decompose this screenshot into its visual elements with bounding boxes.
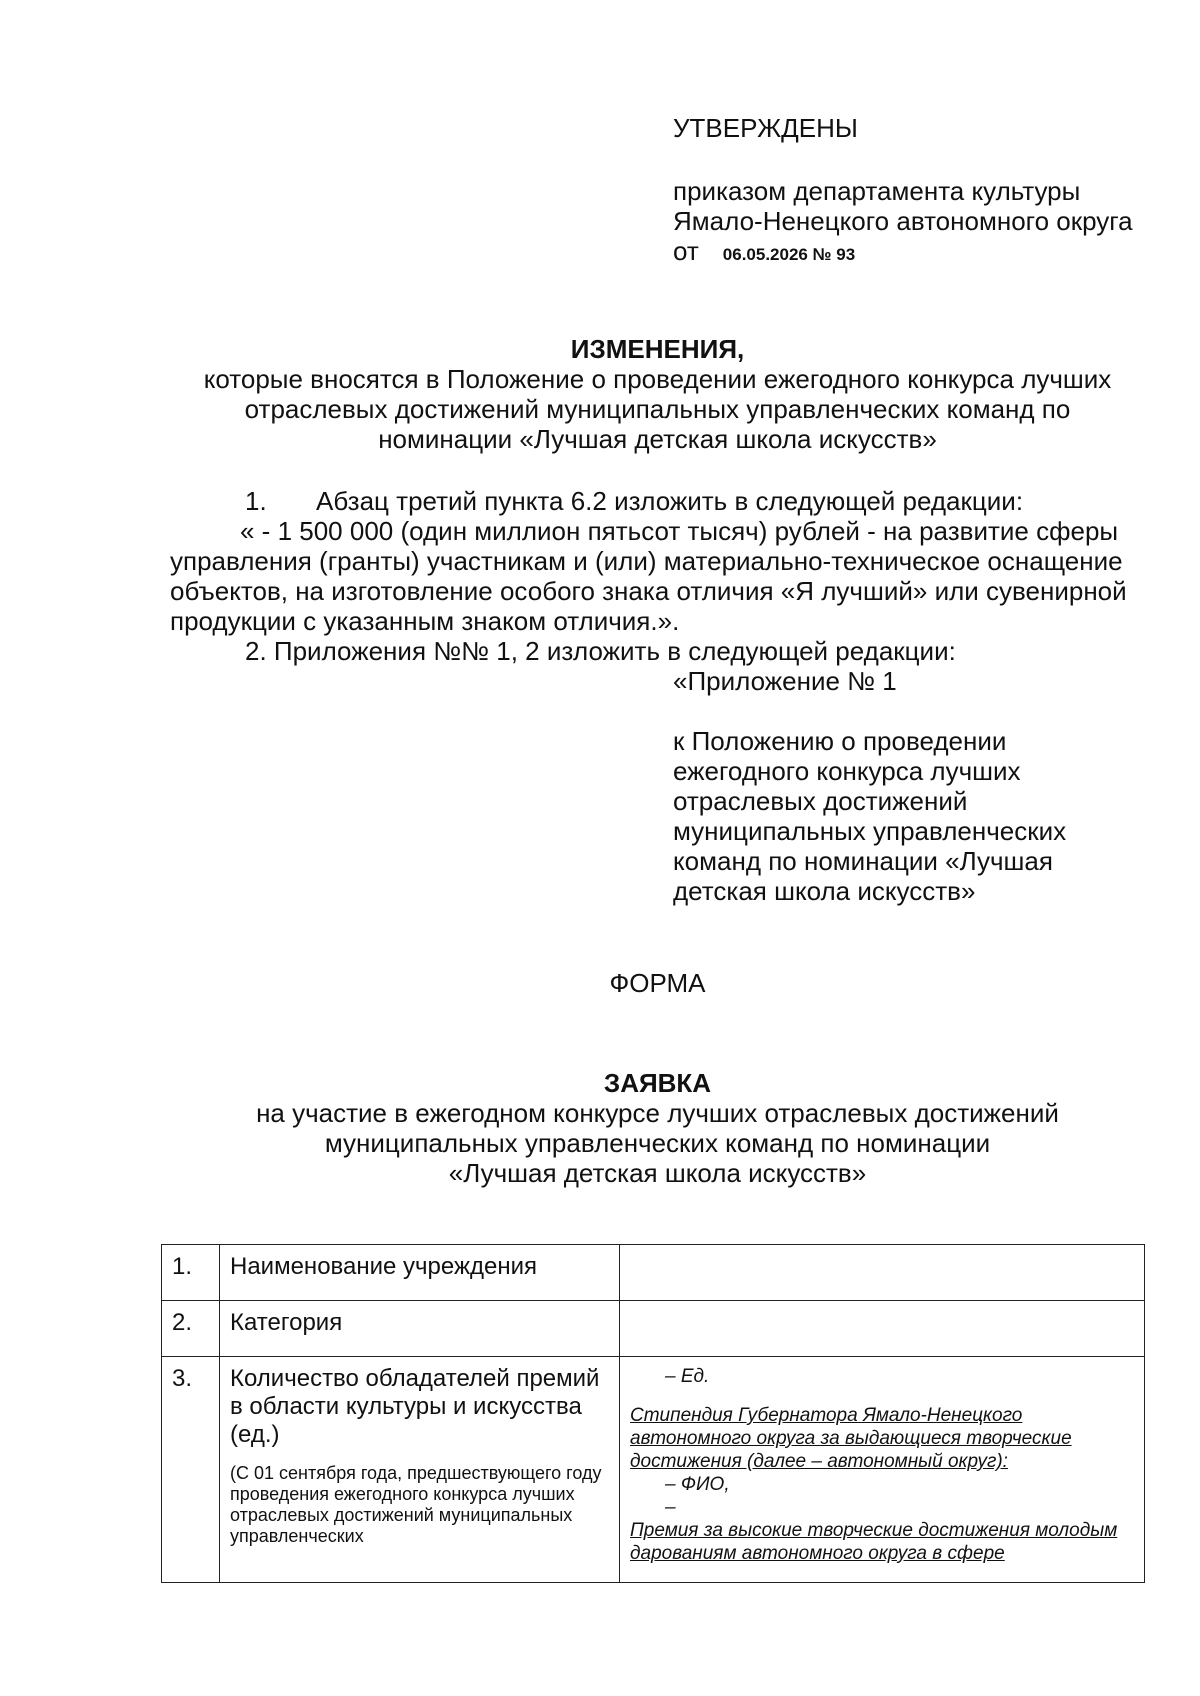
prize-title: Премия за высокие творческие достижения молодым дарованиям автономного округа в сфере [630,1520,1118,1564]
table-row [162,1245,1145,1301]
approval-from-label: от [673,236,699,266]
item-2-text: 2. Приложения №№ 1, 2 изложить в следующей редакции: [245,636,956,666]
appendix-block [673,666,1153,906]
changes-subtitle-line: которые вносятся в Положение о проведении ежегодного конкурса лучших [203,364,1112,394]
table-row [162,1357,1145,1583]
row-value-cell[interactable] [620,1245,1145,1301]
item-1 [170,486,1145,516]
changes-heading: ИЗМЕНЕНИЯ, [570,334,745,364]
quote-line: объектов, на изготовление особого знака отличия «Я лучший» или сувенирной [170,576,1127,606]
dash-placeholder: – [665,1497,676,1518]
application-subtitle [170,1098,1145,1188]
row-label: Наименование учреждения [220,1245,620,1301]
item-1-quote [170,516,1145,636]
changes-subtitle [170,364,1145,454]
application-heading: ЗАЯВКА [603,1068,712,1098]
quote-line: « - 1 500 000 (один миллион пятьсот тысяч) рублей - на развитие сферы [240,516,1119,546]
quote-line: управления (гранты) участникам и (или) материально-техническое оснащение [170,546,1123,576]
row-number: 3. [162,1357,220,1583]
appendix-title: «Приложение № 1 [673,666,897,696]
row-value-cell[interactable] [620,1301,1145,1357]
form-label: ФОРМА [609,968,706,998]
appendix-line: к Положению о проведении [673,726,1007,756]
approval-line-1: приказом департамента культуры [673,176,1081,206]
application-subtitle-line: «Лучшая детская школа искусств» [448,1158,867,1188]
row-label: Количество обладателей премий в области культуры и искусства (ед.) [230,1365,600,1448]
appendix-line: детская школа искусств» [673,876,976,906]
changes-subtitle-line: номинации «Лучшая детская школа искусств» [378,424,937,454]
row-number: 2. [162,1301,220,1357]
item-1-number: 1. [245,486,267,516]
stipend-title: Стипендия Губернатора Ямало-Ненецкого автономного округа за выдающиеся творческие достижения (далее – автономный округ): [630,1405,1072,1472]
item-1-text: Абзац третий пункта 6.2 изложить в следующей редакции: [316,486,1024,516]
application-subtitle-line: муниципальных управленческих команд по номинации [324,1128,991,1158]
appendix-line: отраслевых достижений [673,786,968,816]
appendix-line: команд по номинации «Лучшая [673,846,1053,876]
row-label-cell [220,1357,620,1583]
fio-field: – ФИО, [665,1474,730,1495]
approval-from-row [673,236,1173,270]
appendix-line: муниципальных управленческих [673,816,1067,846]
row-number: 1. [162,1245,220,1301]
row-label: Категория [220,1301,620,1357]
appendix-line: ежегодного конкурса лучших [673,756,1021,786]
approval-line-2: Ямало-Ненецкого автономного округа [673,206,1133,236]
approval-date-number: 06.05.2026 № 93 [722,245,856,264]
row-note: (С 01 сентября года, предшествующего году проведения ежегодного конкурса лучших отраслевых достижений муниципальных управленческих [230,1463,602,1546]
value-unit: – Ед. [665,1366,710,1387]
row-value-cell[interactable] [620,1357,1145,1583]
table-row [162,1301,1145,1357]
application-subtitle-line: на участие в ежегодном конкурсе лучших отраслевых достижений [256,1098,1059,1128]
approval-block [673,113,1173,270]
quote-line: продукции с указанным знаком отличия.». [170,606,680,636]
changes-subtitle-line: отраслевых достижений муниципальных управленческих команд по [244,394,1071,424]
approval-title: УТВЕРЖДЕНЫ [673,113,858,143]
application-table [161,1244,1145,1583]
